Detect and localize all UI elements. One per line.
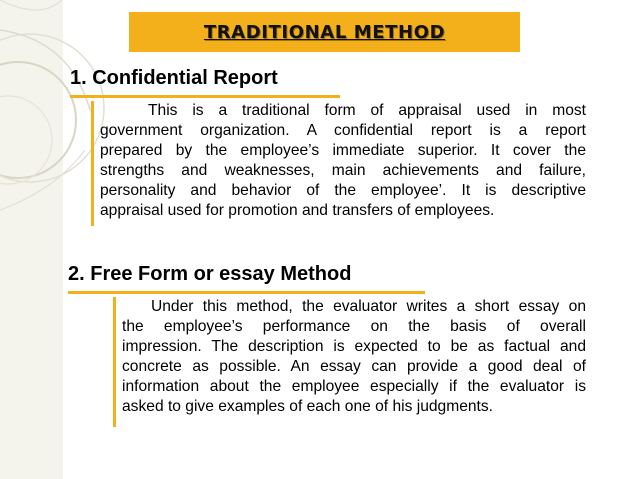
paragraph-line: Under this method, the evaluator writes a short essay on <box>151 298 586 315</box>
confidential-report-paragraph <box>100 101 586 221</box>
paragraph-line: government organization. A confidential report is a report <box>100 122 586 139</box>
paragraph-line: strengths and weaknesses, main achievements and failure, <box>100 162 586 179</box>
heading-underline <box>68 291 425 294</box>
heading-underline <box>70 95 340 98</box>
paragraph-line: asked to give examples of each one of his judgments. <box>122 398 494 415</box>
free-form-essay-paragraph <box>122 297 586 417</box>
paragraph-line: prepared by the employee’s immediate superior. It cover the <box>100 142 586 159</box>
paragraph-line: This is a traditional form of appraisal used in most <box>148 102 586 119</box>
slide-title: TRADITIONAL METHOD <box>203 21 446 43</box>
paragraph-line: appraisal used for promotion and transfers of employees. <box>100 202 495 219</box>
title-banner <box>129 12 520 52</box>
section-heading-confidential-report: 1. Confidential Report <box>70 67 278 89</box>
paragraph-line: impression. The description is expected to be as factual and <box>122 338 586 355</box>
section-heading-free-form-essay: 2. Free Form or essay Method <box>68 263 352 285</box>
paragraph-bar <box>113 297 116 427</box>
paragraph-line: personality and behavior of the employee’. It is descriptive <box>100 182 586 199</box>
paragraph-line: concrete as possible. An essay can provide a good deal of <box>122 358 586 375</box>
paragraph-line: information about the employee especially if the evaluator is <box>122 378 586 395</box>
paragraph-line: the employee’s performance on the basis of overall <box>122 318 586 335</box>
paragraph-bar <box>91 101 94 226</box>
